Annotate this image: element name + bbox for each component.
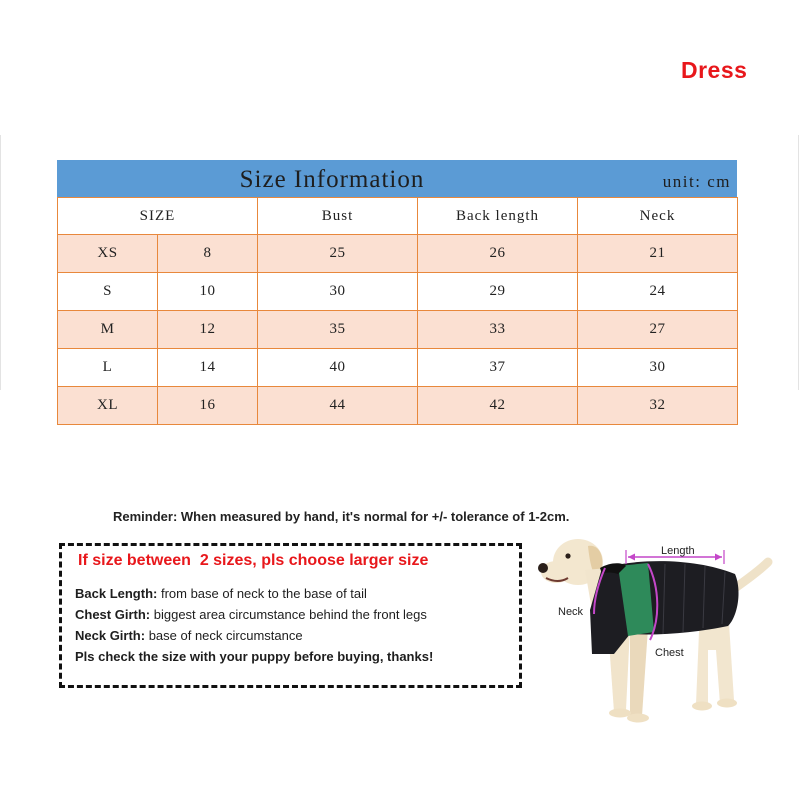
table-cell-neck: 21	[578, 235, 738, 273]
table-cell-num: 16	[158, 387, 258, 425]
chest-girth-label: Chest Girth:	[75, 607, 151, 622]
left-divider	[0, 135, 1, 390]
table-cell-size: XL	[58, 387, 158, 425]
table-cell-num: 8	[158, 235, 258, 273]
table-cell-neck: 27	[578, 311, 738, 349]
size-table	[57, 160, 737, 425]
table-cell-back: 37	[418, 349, 578, 387]
column-header-back-length: Back length	[418, 197, 578, 235]
check-size-note: Pls check the size with your puppy before buying, thanks!	[75, 649, 434, 664]
right-divider	[798, 135, 799, 390]
chest-label: Chest	[655, 647, 684, 659]
neck-girth-text: base of neck circumstance	[145, 628, 303, 643]
dog-measurement-diagram	[530, 528, 800, 728]
back-length-label: Back Length:	[75, 586, 158, 601]
table-cell-bust: 44	[258, 387, 418, 425]
table-cell-bust: 40	[258, 349, 418, 387]
neck-girth-label: Neck Girth:	[75, 628, 146, 643]
table-cell-num: 14	[158, 349, 258, 387]
table-unit: unit: cm	[662, 172, 731, 191]
table-cell-back: 33	[418, 311, 578, 349]
table-cell-size: L	[58, 349, 158, 387]
column-header-bust: Bust	[258, 197, 418, 235]
size-advice-heading: If size between 2 sizes, pls choose larger size	[78, 552, 429, 569]
brand-title: Dress	[681, 57, 748, 83]
column-header-neck: Neck	[578, 197, 738, 235]
table-cell-neck: 30	[578, 349, 738, 387]
table-cell-back: 29	[418, 273, 578, 311]
table-cell-neck: 24	[578, 273, 738, 311]
neck-label: Neck	[558, 606, 584, 618]
table-cell-size: M	[58, 311, 158, 349]
table-cell-num: 12	[158, 311, 258, 349]
dog-illustration	[530, 528, 800, 728]
table-cell-bust: 30	[258, 273, 418, 311]
table-title: Size Information	[239, 166, 425, 193]
table-cell-size: S	[58, 273, 158, 311]
table-cell-bust: 35	[258, 311, 418, 349]
chest-girth-text: biggest area circumstance behind the front legs	[150, 607, 427, 622]
table-cell-num: 10	[158, 273, 258, 311]
chest-girth-definition	[75, 607, 427, 622]
tolerance-reminder: Reminder: When measured by hand, it's normal for +/- tolerance of 1-2cm.	[113, 509, 570, 524]
back-length-definition	[75, 586, 367, 601]
table-cell-back: 26	[418, 235, 578, 273]
back-length-text: from base of neck to the base of tail	[157, 586, 367, 601]
table-cell-size: XS	[58, 235, 158, 273]
size-advice-box	[59, 543, 522, 688]
neck-girth-definition	[75, 628, 303, 643]
table-header-bar	[57, 160, 737, 197]
table-cell-back: 42	[418, 387, 578, 425]
table-grid	[57, 197, 737, 425]
table-cell-neck: 32	[578, 387, 738, 425]
column-header-size: SIZE	[58, 197, 258, 235]
length-label: Length	[661, 545, 695, 557]
table-cell-bust: 25	[258, 235, 418, 273]
